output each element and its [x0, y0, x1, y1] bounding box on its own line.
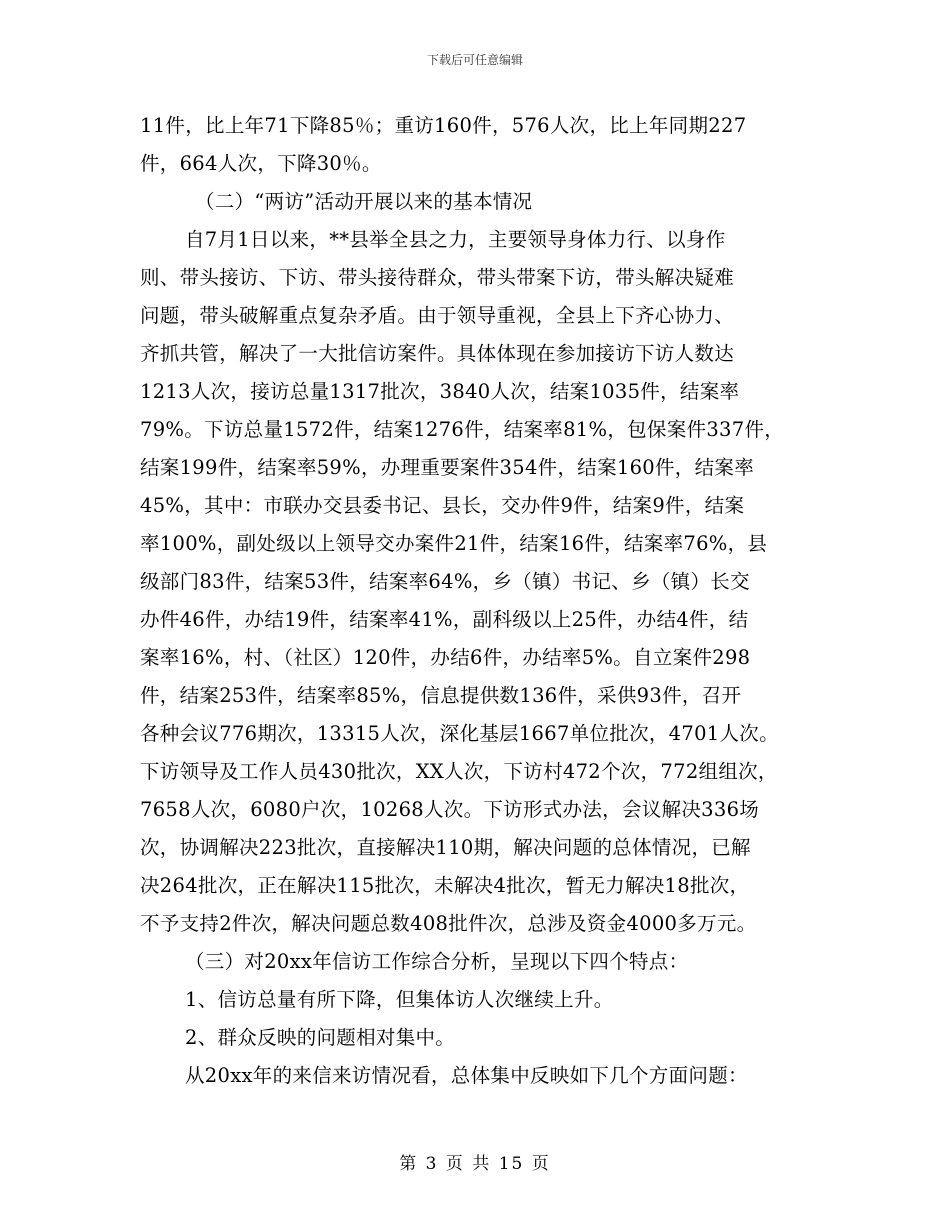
paragraph-line: 级部门83件，结案53件，结案率64%，乡（镇）书记、乡（镇）长交 [140, 570, 750, 593]
paragraph-line: 不予支持2件次，解决问题总数408批件次，总涉及资金4000多万元。 [140, 912, 757, 935]
page-header: 下载后可任意编辑 [426, 53, 523, 67]
paragraph-line: 则、带头接访、下访、带头接待群众，带头带案下访，带头解决疑难 [140, 266, 735, 289]
paragraph-line: 办件46件，办结19件，结案率41%，副科级以上25件，办结4件，结 [140, 608, 749, 631]
paragraph-line: 齐抓共管，解决了一大批信访案件。具体体现在参加接访下访人数达 [140, 342, 735, 365]
section-heading-3: （三）对20xx年信访工作综合分析，呈现以下四个特点： [185, 950, 689, 973]
paragraph-line: 下访领导及工作人员430批次，XX人次，下访村472个次，772组组次， [140, 760, 778, 783]
paragraph-line: 7658人次，6080户次，10268人次。下访形式办法，会议解决336场 [140, 798, 760, 821]
list-item-2: 2、群众反映的问题相对集中。 [185, 1026, 456, 1049]
paragraph-line: 各种会议776期次，13315人次，深化基层1667单位批次，4701人次。 [140, 722, 779, 745]
section-heading-2: （二）“两访”活动开展以来的基本情况 [195, 190, 533, 213]
paragraph-line: 结案199件，结案率59%，办理重要案件354件，结案160件，结案率 [140, 456, 755, 479]
paragraph-line: 45%，其中：市联办交县委书记、县长，交办件9件，结案9件，结案 [140, 494, 745, 517]
paragraph-line: 11件，比上年71下降85％；重访160件，576人次，比上年同期227 [140, 114, 747, 137]
paragraph-line: 次，协调解决223批次，直接解决110期，解决问题的总体情况，已解 [140, 836, 751, 859]
paragraph-line: 79%。下访总量1572件，结案1276件，结案率81%，包保案件337件， [140, 418, 785, 441]
paragraph-line: 问题，带头破解重点复杂矛盾。由于领导重视，全县上下齐心协力、 [140, 304, 735, 327]
paragraph-line: 率100%，副处级以上领导交办案件21件，结案16件，结案率76%，县 [140, 532, 768, 555]
paragraph-line: 1213人次，接访总量1317批次，3840人次，结案1035件，结案率 [140, 380, 740, 403]
paragraph-line: 案率16%，村、（社区）120件，办结6件，办结率5%。自立案件298 [140, 646, 751, 669]
paragraph-line: 从20xx年的来信来访情况看，总体集中反映如下几个方面问题： [185, 1064, 748, 1087]
paragraph-line: 件，664人次，下降30％。 [140, 152, 382, 175]
list-item-1: 1、信访总量有所下降，但集体访人次继续上升。 [185, 988, 614, 1011]
paragraph-line: 自7月1日以来，**县举全县之力，主要领导身体力行、以身作 [185, 228, 726, 251]
page-footer: 第 3 页 共 15 页 [399, 1154, 551, 1174]
paragraph-line: 决264批次，正在解决115批次，未解决4批次，暂无力解决18批次， [140, 874, 750, 897]
paragraph-line: 件，结案253件，结案率85%，信息提供数136件，采供93件，召开 [140, 684, 742, 707]
